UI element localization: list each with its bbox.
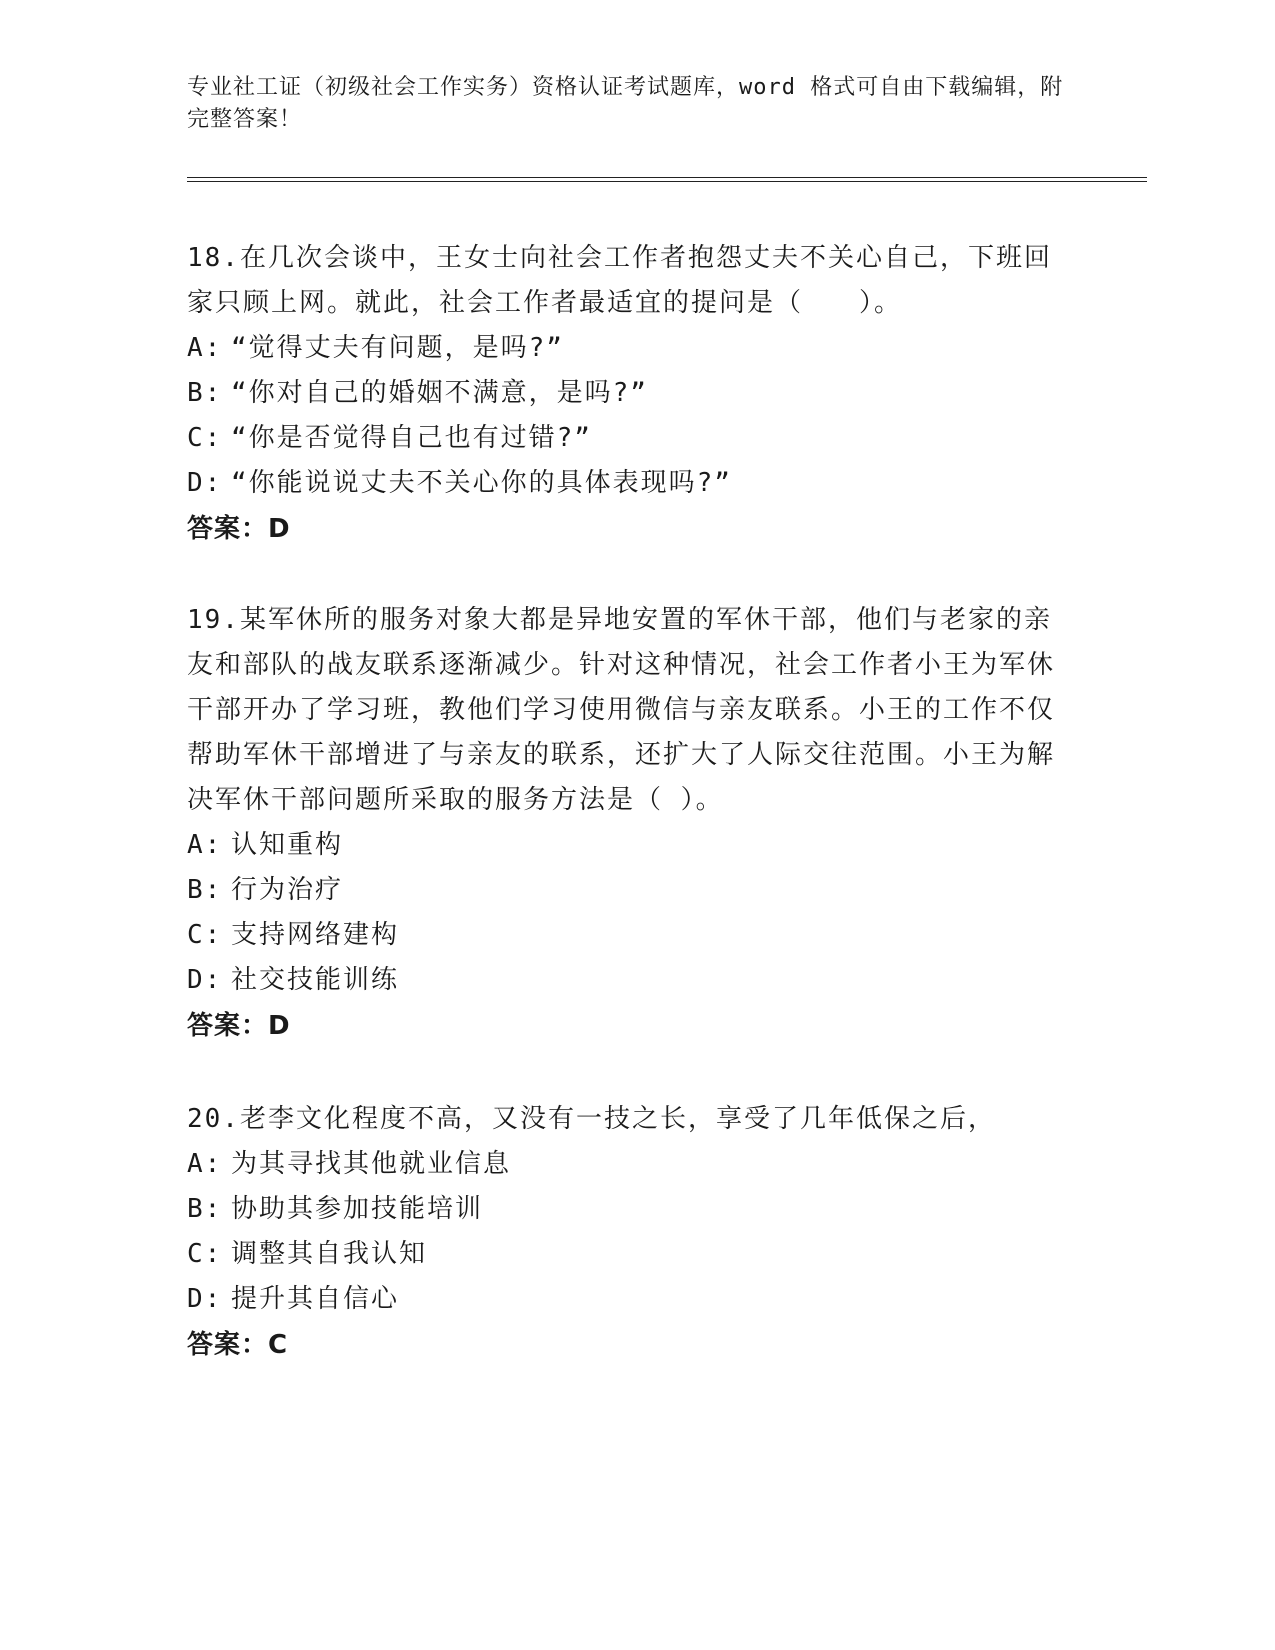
option-b <box>187 1187 1067 1232</box>
option-text: 社交技能训练 <box>231 965 400 995</box>
option-d <box>187 461 1067 506</box>
option-a <box>187 326 1067 371</box>
question-stem: 18.在几次会谈中，王女士向社会工作者抱怨丈夫不关心自己，下班回家只顾上网。就此，社会工作者最适宜的提问是（ ）。 <box>187 243 1052 318</box>
option-text: 支持网络建构 <box>231 920 400 950</box>
answer-line: 答案：C <box>187 1330 289 1360</box>
option-d <box>187 1277 1067 1322</box>
answer-line: 答案：D <box>187 514 291 544</box>
option-c <box>187 913 1067 958</box>
question-20 <box>187 1097 1067 1368</box>
option-a <box>187 823 1067 868</box>
question-stem: 20.老李文化程度不高，又没有一技之长，享受了几年低保之后， <box>187 1104 996 1134</box>
option-c <box>187 416 1067 461</box>
answer-line: 答案：D <box>187 1011 291 1041</box>
option-text: 行为治疗 <box>231 875 344 905</box>
option-c <box>187 1232 1067 1277</box>
header-divider-bottom <box>187 181 1147 182</box>
option-letter: B: <box>187 1194 223 1224</box>
option-letter: A: <box>187 333 223 363</box>
option-letter: A: <box>187 1149 223 1179</box>
option-letter: A: <box>187 830 223 860</box>
option-letter: C: <box>187 1239 223 1269</box>
option-b <box>187 868 1067 913</box>
option-letter: B: <box>187 875 223 905</box>
option-text: 调整其自我认知 <box>231 1239 428 1269</box>
option-text: 为其寻找其他就业信息 <box>231 1149 512 1179</box>
document-header: 专业社工证（初级社会工作实务）资格认证考试题库，word 格式可自由下载编辑，附完整答案！ <box>187 75 1064 132</box>
option-text: “你对自己的婚姻不满意，是吗?” <box>231 378 648 408</box>
option-text: 提升其自信心 <box>231 1284 400 1314</box>
option-d <box>187 958 1067 1003</box>
question-stem: 19.某军休所的服务对象大都是异地安置的军休干部，他们与老家的亲友和部队的战友联系逐渐减少。针对这种情况，社会工作者小王为军休干部开办了学习班，教他们学习使用微信与亲友联系。小王的工作不仅帮助军休干部增进了与亲友的联系，还扩大了人际交往范围。小王为解决军休干部问题所采取的服务方法是（ ）。 <box>187 605 1056 815</box>
option-a <box>187 1142 1067 1187</box>
option-text: “你能说说丈夫不关心你的具体表现吗?” <box>231 468 732 498</box>
option-text: 协助其参加技能培训 <box>231 1194 484 1224</box>
option-text: “觉得丈夫有问题，是吗?” <box>231 333 564 363</box>
option-letter: C: <box>187 920 223 950</box>
option-letter: D: <box>187 965 223 995</box>
option-b <box>187 371 1067 416</box>
option-letter: D: <box>187 1284 223 1314</box>
question-19 <box>187 598 1067 1049</box>
option-text: “你是否觉得自己也有过错?” <box>231 423 592 453</box>
option-text: 认知重构 <box>231 830 344 860</box>
header-divider-top <box>187 177 1147 178</box>
question-18 <box>187 236 1067 552</box>
option-letter: C: <box>187 423 223 453</box>
option-letter: B: <box>187 378 223 408</box>
option-letter: D: <box>187 468 223 498</box>
